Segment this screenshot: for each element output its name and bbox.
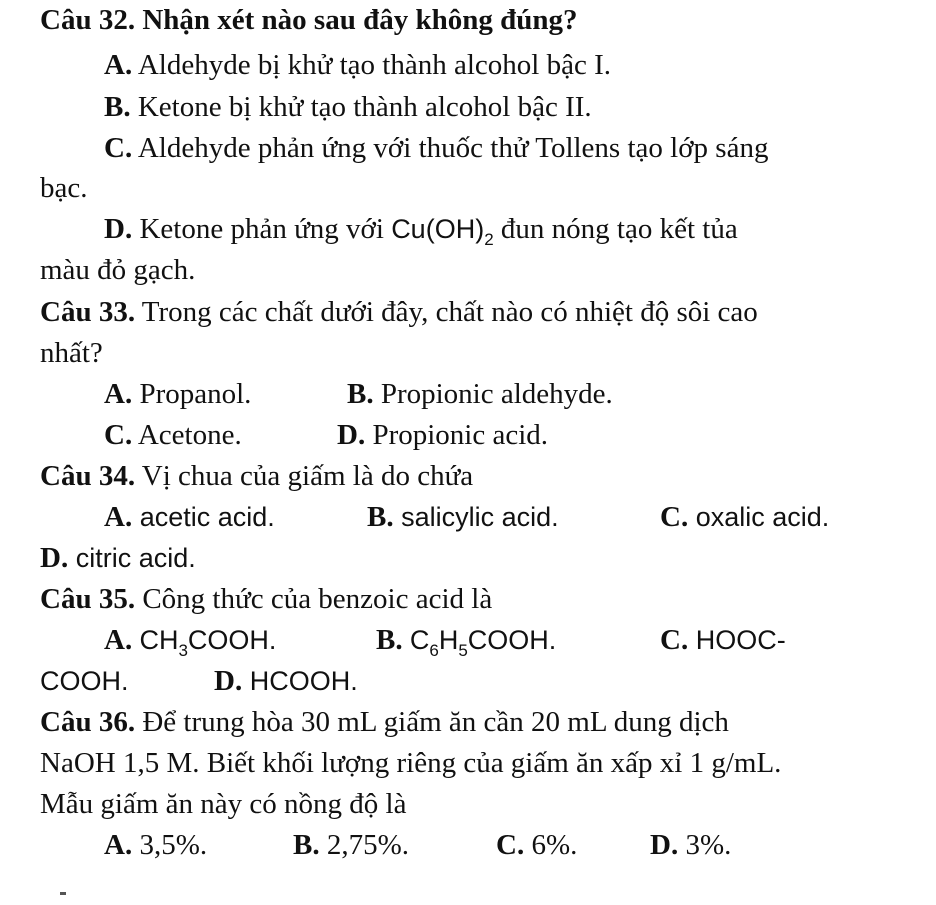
q35-c-text: HOOC- (688, 625, 786, 655)
q36-b-label: B. (293, 829, 320, 861)
q33-stem-line-2 (40, 335, 103, 371)
q36-stem-3: Mẫu giấm ăn này có nồng độ là (40, 788, 407, 820)
q36-stem-1: Để trung hòa 30 mL giấm ăn cần 20 mL dung dịch (135, 706, 729, 738)
q34-option-a (104, 499, 275, 535)
q32-b-text: Ketone bị khử tạo thành alcohol bậc II. (130, 91, 592, 123)
q33-a-label: A. (104, 378, 133, 410)
q32-label: Câu 32. (40, 4, 136, 36)
q34-a-text: acetic acid. (132, 502, 275, 532)
q35-option-b (376, 622, 556, 662)
q35-a-label: A. (104, 624, 133, 656)
q35-a-f2: COOH. (187, 625, 277, 655)
q34-option-d-line (40, 540, 196, 576)
q36-c-text: 6%. (524, 829, 578, 861)
q36-d-text: 3%. (678, 829, 732, 861)
q33-option-b (347, 376, 613, 412)
q33-b-label: B. (347, 378, 374, 410)
q35-a-s1: 3 (178, 641, 188, 660)
q32-option-a (104, 47, 611, 83)
q35-label: Câu 35. (40, 583, 136, 615)
q32-a-label: A. (104, 49, 133, 81)
q34-c-label: C. (660, 501, 689, 533)
q35-option-d (214, 663, 358, 699)
q35-d-label: D. (214, 665, 243, 697)
q36-label: Câu 36. (40, 706, 136, 738)
q35-stem: Công thức của benzoic acid là (135, 583, 493, 615)
q35-a-f1: CH (139, 625, 179, 655)
q35-stem-line (40, 581, 492, 617)
q34-b-label: B. (367, 501, 394, 533)
q36-stem-line-1 (40, 704, 729, 740)
q34-stem-line (40, 458, 473, 494)
q33-c-label: C. (104, 419, 133, 451)
q33-label: Câu 33. (40, 296, 136, 328)
q33-stem-2: nhất? (40, 337, 103, 369)
q35-b-s2: 5 (458, 641, 468, 660)
q36-option-c (496, 827, 577, 863)
q32-d-label: D. (104, 213, 133, 245)
q32-stem: Nhận xét nào sau đây không đúng? (135, 4, 578, 36)
q35-b-label: B. (376, 624, 403, 656)
q35-c-cont: COOH. (40, 666, 129, 696)
q32-c-text: Aldehyde phản ứng với thuốc thử Tollens tạo lớp sáng (132, 132, 769, 164)
q33-option-c (104, 417, 242, 453)
q32-b-label: B. (104, 91, 131, 123)
q34-b-text: salicylic acid. (393, 502, 559, 532)
q35-option-a (104, 622, 276, 662)
q32-d-formula (391, 214, 494, 249)
q32-option-d-cont (40, 252, 195, 288)
q32-c-cont: bạc. (40, 172, 88, 204)
q33-stem-line-1 (40, 294, 758, 330)
q32-stem-line (40, 2, 578, 38)
q35-b-f3: COOH. (467, 625, 557, 655)
q35-b-f1: C (409, 625, 430, 655)
q33-option-a (104, 376, 251, 412)
q34-a-label: A. (104, 501, 133, 533)
q33-stem-1: Trong các chất dưới đây, chất nào có nhiệt độ sôi cao (135, 296, 758, 328)
q36-a-label: A. (104, 829, 133, 861)
q34-d-label: D. (40, 542, 69, 574)
q35-b-s1: 6 (429, 641, 439, 660)
q32-option-c (104, 130, 768, 166)
q32-d-pre: Ketone phản ứng với (132, 213, 392, 245)
q35-a-formula (139, 625, 277, 660)
q33-a-text: Propanol. (132, 378, 252, 410)
q35-b-f2: H (438, 625, 459, 655)
q36-option-a (104, 827, 207, 863)
q32-option-d (104, 211, 738, 251)
q32-a-text: Aldehyde bị khử tạo thành alcohol bậc I. (132, 49, 611, 81)
q36-a-text: 3,5%. (132, 829, 208, 861)
q36-b-text: 2,75%. (319, 829, 410, 861)
q35-option-c (660, 622, 786, 658)
q33-d-text: Propionic acid. (365, 419, 549, 451)
q34-option-c (660, 499, 829, 535)
cropped-text-fragment (60, 892, 66, 895)
q36-stem-line-2 (40, 745, 781, 781)
q32-option-b (104, 89, 592, 125)
q34-c-text: oxalic acid. (688, 502, 830, 532)
q34-option-b (367, 499, 559, 535)
q32-d-cont: màu đỏ gạch. (40, 254, 196, 286)
q32-c-label: C. (104, 132, 133, 164)
q36-option-b (293, 827, 409, 863)
q36-stem-line-3 (40, 786, 406, 822)
q34-d-text: citric acid. (68, 543, 196, 573)
q32-option-c-cont (40, 170, 88, 206)
q33-option-d (337, 417, 548, 453)
q35-d-text: HCOOH. (242, 666, 358, 696)
q32-d-formula-main: Cu(OH) (391, 214, 485, 244)
q34-stem: Vị chua của giấm là do chứa (135, 460, 474, 492)
q33-d-label: D. (337, 419, 366, 451)
q36-d-label: D. (650, 829, 679, 861)
q33-c-text: Acetone. (132, 419, 242, 451)
q34-label: Câu 34. (40, 460, 136, 492)
q32-d-formula-sub: 2 (484, 230, 494, 249)
q35-c-label: C. (660, 624, 689, 656)
q35-b-formula (409, 625, 557, 660)
q36-stem-2: NaOH 1,5 M. Biết khối lượng riêng của giấm ăn xấp xỉ 1 g/mL. (40, 747, 782, 779)
q33-b-text: Propionic aldehyde. (373, 378, 613, 410)
q32-d-post: đun nóng tạo kết tủa (493, 213, 738, 245)
q36-c-label: C. (496, 829, 525, 861)
q36-option-d (650, 827, 731, 863)
